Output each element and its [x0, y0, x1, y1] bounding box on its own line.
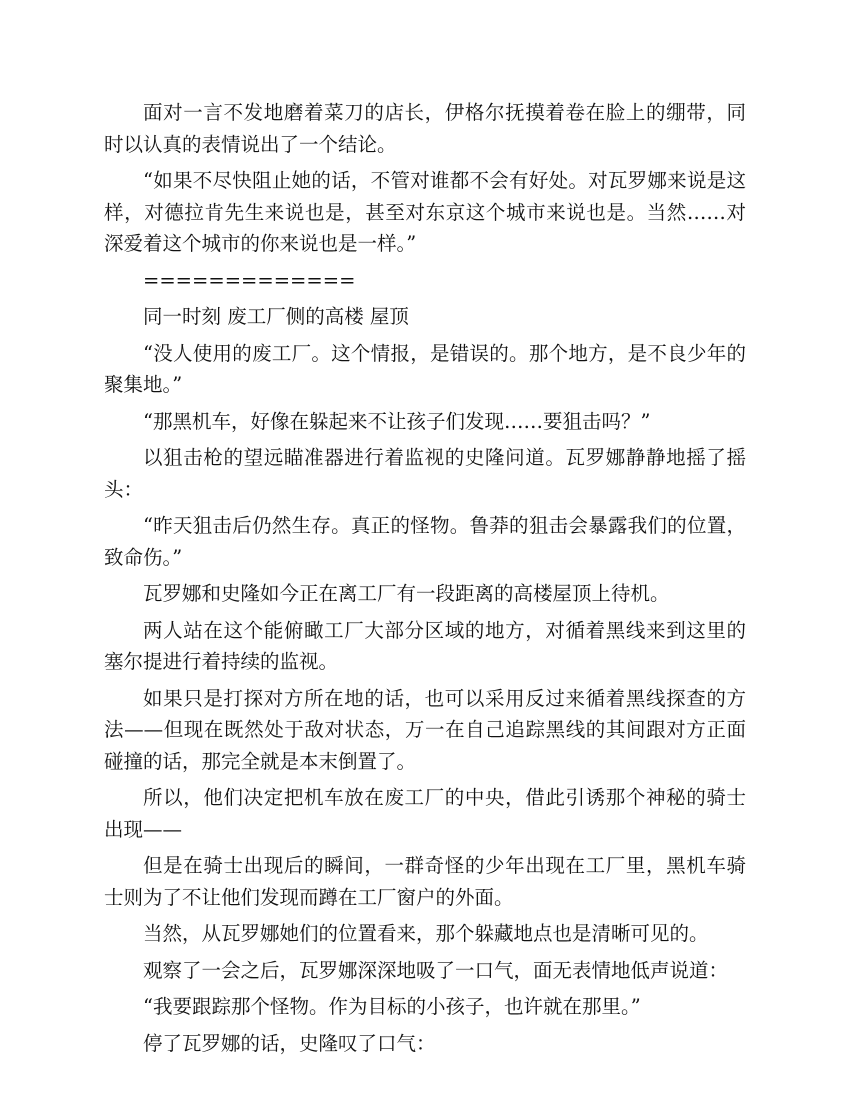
paragraph: 当然，从瓦罗娜她们的位置看来，那个躲藏地点也是清晰可见的。: [143, 922, 709, 945]
paragraph: 停了瓦罗娜的话，史隆叹了口气：: [143, 1031, 436, 1055]
paragraph: 面对一言不发地磨着菜刀的店长，伊格尔抚摸着卷在脸上的绷带，同时以认真的表情说出了一个结论。: [104, 101, 746, 156]
paragraph: 所以，他们决定把机车放在废工厂的中央，借此引诱那个神秘的骑士出现——: [104, 786, 746, 841]
paragraph: 以狙击枪的望远瞄准器进行着监视的史隆问道。瓦罗娜静静地摇了摇头：: [104, 446, 746, 501]
section-separator: =============: [143, 268, 356, 292]
paragraph: 如果只是打探对方所在地的话，也可以采用反过来循着黑线探查的方法——但现在既然处于敌对状态，万一在自己追踪黑线的其间跟对方正面碰撞的话，那完全就是本末倒置了。: [104, 686, 746, 773]
paragraph: 但是在骑士出现后的瞬间，一群奇怪的少年出现在工厂里，黑机车骑士则为了不让他们发现而蹲在工厂窗户的外面。: [104, 854, 746, 909]
paragraph: 瓦罗娜和史隆如今正在离工厂有一段距离的高楼屋顶上待机。: [143, 582, 670, 605]
document-page: [104, 97, 746, 1064]
paragraph: “那黑机车，好像在躲起来不让孩子们发现……要狙击吗？”: [143, 409, 651, 433]
paragraph: 两人站在这个能俯瞰工厂大部分区域的地方，对循着黑线来到这里的塞尔提进行着持续的监视。: [104, 618, 746, 673]
paragraph: 观察了一会之后，瓦罗娜深深地吸了一口气，面无表情地低声说道：: [143, 958, 729, 982]
paragraph: “昨天狙击后仍然生存。真正的怪物。鲁莽的狙击会暴露我们的位置，致命伤。”: [104, 514, 746, 569]
paragraph: “如果不尽快阻止她的话，不管对谁都不会有好处。对瓦罗娜来说是这样，对德拉肯先生来说也是，甚至对东京这个城市来说也是。当然……对深爱着这个城市的你来说也是一样。”: [104, 169, 746, 255]
paragraph: “我要跟踪那个怪物。作为目标的小孩子，也许就在那里。”: [143, 995, 641, 1018]
paragraph: “没人使用的废工厂。这个情报，是错误的。那个地方，是不良少年的聚集地。”: [104, 341, 746, 396]
scene-heading: 同一时刻 废工厂侧的高楼 屋顶: [143, 305, 409, 328]
